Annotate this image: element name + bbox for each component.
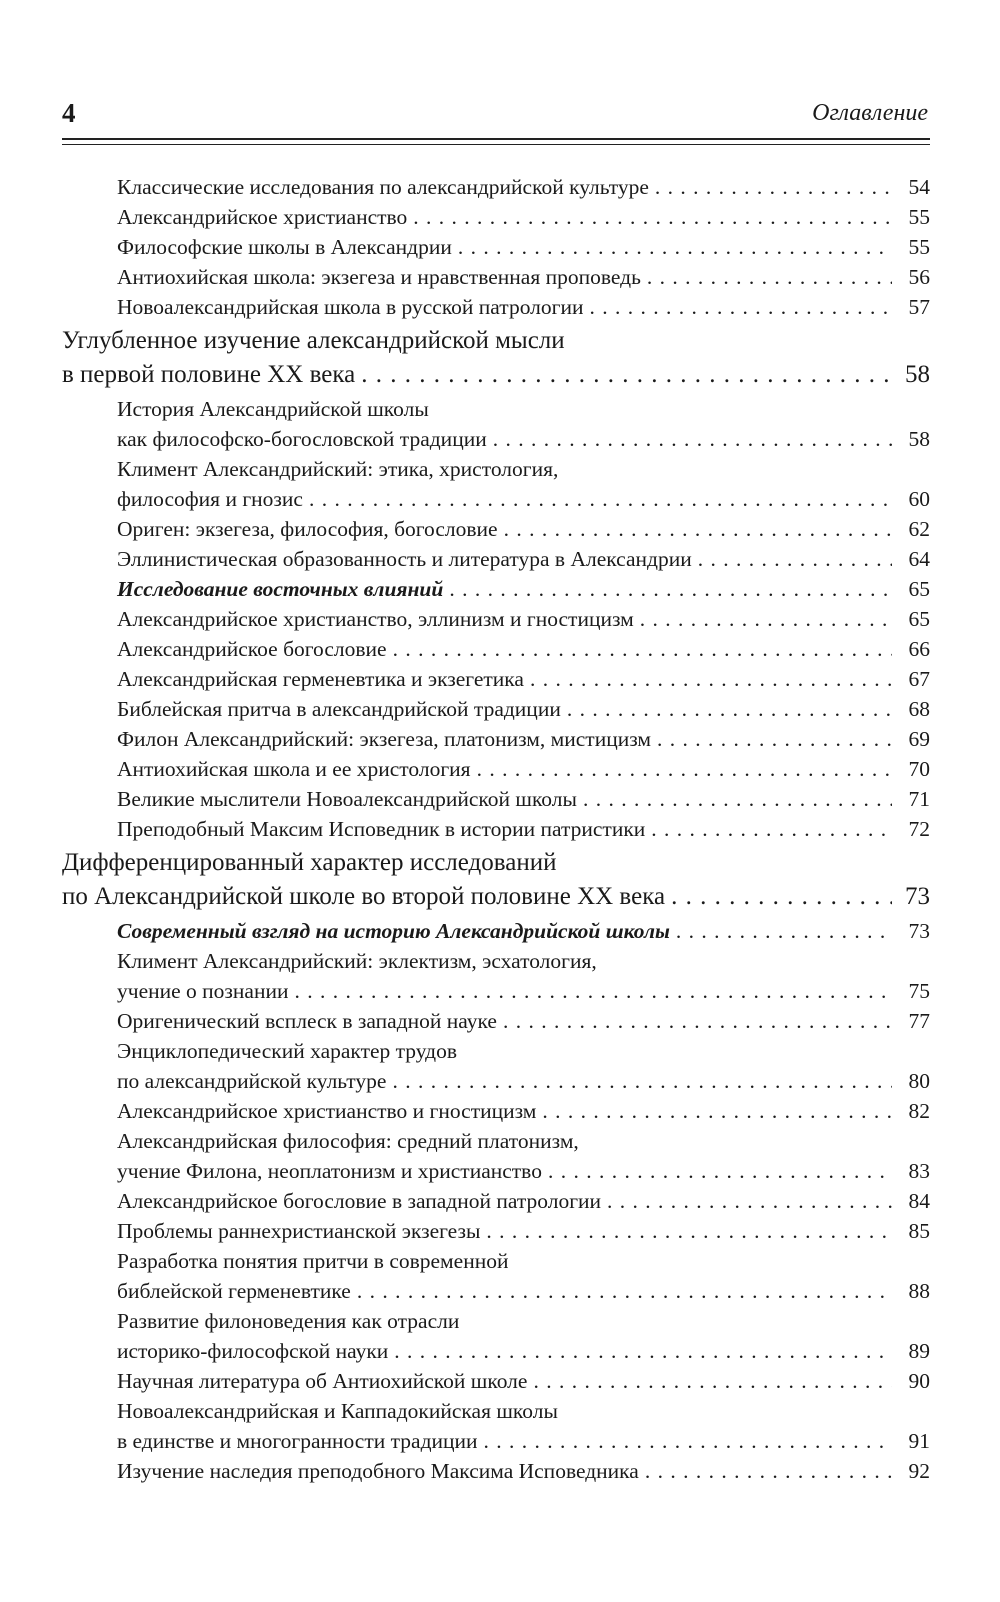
toc-entry[interactable] (62, 394, 930, 454)
table-of-contents (62, 172, 930, 1486)
toc-entry-line (117, 1156, 930, 1186)
toc-entry-title: Новоалександрийская и Каппадокийская школы (117, 1399, 558, 1423)
toc-entry-title: как философско-богословской традиции (117, 427, 487, 451)
toc-page-number: 92 (908, 1459, 930, 1483)
toc-entry-title: Александрийское христианство (117, 205, 408, 229)
toc-entry-title: учение Филона, неоплатонизм и христианство (117, 1159, 542, 1183)
toc-entry-title: Проблемы раннехристианской экзегезы (117, 1219, 481, 1243)
toc-entry-title: Энциклопедический характер трудов (117, 1039, 458, 1063)
toc-entry-line (62, 880, 930, 914)
toc-entry[interactable] (62, 1096, 930, 1126)
dot-leader (458, 232, 892, 262)
toc-entry-title: Антиохийская школа: экзегеза и нравственная проповедь (117, 265, 641, 289)
toc-entry-title: в первой половине XX века (62, 361, 356, 388)
toc-entry-title: Новоалександрийская школа в русской патрологии (117, 295, 584, 319)
toc-page-number: 75 (908, 979, 930, 1003)
toc-page-number: 67 (908, 667, 930, 691)
toc-page-number: 55 (908, 205, 930, 229)
toc-entry-title: Александрийская герменевтика и экзегетика (117, 667, 524, 691)
toc-entry-title: учение о познании (117, 979, 289, 1003)
toc-entry[interactable] (62, 202, 930, 232)
toc-entry-title: Дифференцированный характер исследований (62, 849, 557, 876)
toc-entry-line (117, 1426, 930, 1456)
toc-page-number: 85 (908, 1219, 930, 1243)
toc-entry-title: Александрийское богословие в западной патрологии (117, 1189, 602, 1213)
toc-entry-line (117, 1036, 930, 1066)
toc-entry-line (117, 1096, 930, 1126)
toc-page-number: 65 (908, 607, 930, 631)
dot-leader (698, 544, 892, 574)
toc-entry-line (117, 172, 930, 202)
toc-entry-line (117, 1126, 930, 1156)
toc-page-number: 58 (905, 361, 930, 388)
toc-entry[interactable] (62, 1186, 930, 1216)
dot-leader (657, 724, 892, 754)
toc-entry-title: Преподобный Максим Исповедник в истории патристики (117, 817, 646, 841)
dot-leader (583, 784, 892, 814)
toc-entry-line (117, 232, 930, 262)
toc-entry[interactable] (62, 1306, 930, 1366)
toc-page-number: 66 (908, 637, 930, 661)
toc-page-number: 56 (908, 265, 930, 289)
toc-entry-title: Великие мыслители Новоалександрийской школы (117, 787, 577, 811)
toc-entry-line (117, 1276, 930, 1306)
toc-entry-line (117, 946, 930, 976)
toc-entry-line (117, 1396, 930, 1426)
toc-entry-title: Оригенический всплеск в западной науке (117, 1009, 497, 1033)
dot-leader (357, 1276, 892, 1306)
toc-entry-title: Александрийское христианство, эллинизм и гностицизм (117, 607, 634, 631)
toc-entry[interactable] (62, 784, 930, 814)
toc-entry-line (117, 814, 930, 844)
toc-entry[interactable] (62, 634, 930, 664)
toc-page-number: 65 (908, 577, 930, 601)
dot-leader (392, 1066, 892, 1096)
toc-entry-line (117, 292, 930, 322)
toc-entry-line (117, 916, 930, 946)
toc-entry-title: Антиохийская школа и ее христология (117, 757, 471, 781)
toc-entry[interactable] (62, 694, 930, 724)
toc-entry-line (117, 634, 930, 664)
toc-entry-line (117, 1066, 930, 1096)
toc-entry-line (117, 484, 930, 514)
toc-entry-line (117, 394, 930, 424)
dot-leader (533, 1366, 892, 1396)
toc-entry-title: Александрийское богословие (117, 637, 387, 661)
toc-entry-title: Классические исследования по александрийской культуре (117, 175, 649, 199)
toc-entry-line (117, 514, 930, 544)
toc-entry-title: Изучение наследия преподобного Максима Исповедника (117, 1459, 639, 1483)
toc-entry[interactable] (62, 1216, 930, 1246)
toc-entry-title: Климент Александрийский: эклектизм, эсхатология, (117, 949, 597, 973)
toc-entry-title: История Александрийской школы (117, 397, 429, 421)
dot-leader (640, 604, 892, 634)
header-rule-thick (62, 138, 930, 140)
toc-entry-line (117, 1336, 930, 1366)
toc-entry-line (117, 1456, 930, 1486)
dot-leader (477, 754, 892, 784)
toc-entry-line (117, 1366, 930, 1396)
dot-leader (607, 1186, 892, 1216)
toc-page-number: 64 (908, 547, 930, 571)
toc-entry[interactable] (62, 946, 930, 1006)
toc-entry-title: Климент Александрийский: этика, христология, (117, 457, 559, 481)
toc-page-number: 69 (908, 727, 930, 751)
dot-leader (504, 514, 892, 544)
toc-entry-title: Эллинистическая образованность и литература в Александрии (117, 547, 692, 571)
toc-entry[interactable] (62, 1396, 930, 1456)
toc-section[interactable] (62, 324, 930, 392)
toc-page-number: 70 (908, 757, 930, 781)
dot-leader (671, 880, 892, 914)
dot-leader (484, 1426, 892, 1456)
toc-entry-line (117, 1006, 930, 1036)
toc-entry[interactable] (62, 544, 930, 574)
toc-entry-line (117, 454, 930, 484)
toc-entry-line (117, 976, 930, 1006)
toc-entry-title: Александрийское христианство и гностицизм (117, 1099, 537, 1123)
toc-entry-title: Разработка понятия притчи в современной (117, 1249, 509, 1273)
toc-entry[interactable] (62, 454, 930, 514)
toc-page-number: 73 (905, 883, 930, 910)
toc-entry[interactable] (62, 232, 930, 262)
toc-entry[interactable] (62, 1126, 930, 1186)
toc-page-number: 54 (908, 175, 930, 199)
toc-entry-title: Филон Александрийский: экзегеза, платонизм, мистицизм (117, 727, 652, 751)
toc-entry-title: по Александрийской школе во второй половине XX века (62, 883, 666, 910)
dot-leader (394, 1336, 892, 1366)
toc-entry-line (117, 424, 930, 454)
toc-entry[interactable] (62, 1036, 930, 1096)
dot-leader (503, 1006, 892, 1036)
toc-entry[interactable] (62, 664, 930, 694)
toc-entry[interactable] (62, 724, 930, 754)
toc-entry-title: Философские школы в Александрии (117, 235, 452, 259)
dot-leader (542, 1096, 892, 1126)
toc-entry-title: Александрийская философия: средний платонизм, (117, 1129, 579, 1153)
toc-page-number: 88 (908, 1279, 930, 1303)
dot-leader (449, 574, 892, 604)
toc-page-number: 90 (908, 1369, 930, 1393)
toc-page-number: 84 (908, 1189, 930, 1213)
toc-entry-title: Ориген: экзегеза, философия, богословие (117, 517, 498, 541)
toc-entry-line (117, 202, 930, 232)
page-number: 4 (62, 98, 76, 128)
toc-entry[interactable] (62, 754, 930, 784)
dot-leader (647, 262, 892, 292)
toc-entry-line (117, 1216, 930, 1246)
toc-entry-line (117, 1246, 930, 1276)
dot-leader (645, 1456, 892, 1486)
dot-leader (413, 202, 892, 232)
toc-entry-line (62, 358, 930, 392)
toc-page-number: 62 (908, 517, 930, 541)
toc-section[interactable] (62, 846, 930, 914)
toc-page-number: 77 (908, 1009, 930, 1033)
toc-entry-title: Исследование восточных влияний (117, 577, 444, 601)
toc-entry-title: библейской герменевтике (117, 1279, 351, 1303)
toc-page-number: 72 (908, 817, 930, 841)
toc-entry[interactable] (62, 172, 930, 202)
toc-entry[interactable] (62, 1006, 930, 1036)
dot-leader (493, 424, 892, 454)
toc-page-number: 55 (908, 235, 930, 259)
dot-leader (361, 358, 892, 392)
toc-entry-title: Развитие филоноведения как отрасли (117, 1309, 460, 1333)
toc-page-number: 68 (908, 697, 930, 721)
toc-page-number: 58 (908, 427, 930, 451)
dot-leader (676, 916, 892, 946)
dot-leader (393, 634, 892, 664)
toc-page-number: 83 (908, 1159, 930, 1183)
toc-entry-line (117, 604, 930, 634)
toc-entry-line (117, 1306, 930, 1336)
header-rule-thin (62, 144, 930, 145)
toc-entry[interactable] (62, 814, 930, 844)
toc-entry-line (62, 846, 930, 880)
toc-entry[interactable] (62, 1456, 930, 1486)
dot-leader (486, 1216, 892, 1246)
toc-entry-title: историко-философской науки (117, 1339, 389, 1363)
dot-leader (589, 292, 892, 322)
dot-leader (567, 694, 892, 724)
running-title: Оглавление (812, 100, 928, 126)
toc-entry[interactable] (62, 1366, 930, 1396)
toc-entry-line (117, 784, 930, 814)
toc-entry-line (117, 1186, 930, 1216)
toc-page-number: 57 (908, 295, 930, 319)
dot-leader (548, 1156, 892, 1186)
toc-entry-title: Современный взгляд на историю Александрийской школы (117, 919, 670, 943)
toc-entry-title: Научная литература об Антиохийской школе (117, 1369, 528, 1393)
toc-entry[interactable] (62, 1246, 930, 1306)
toc-page-number: 80 (908, 1069, 930, 1093)
toc-page-number: 89 (908, 1339, 930, 1363)
toc-entry-line (117, 262, 930, 292)
toc-entry-title: по александрийской культуре (117, 1069, 387, 1093)
toc-entry[interactable] (62, 292, 930, 322)
dot-leader (309, 484, 892, 514)
toc-entry-title: Библейская притча в александрийской традиции (117, 697, 561, 721)
toc-entry[interactable] (62, 604, 930, 634)
toc-entry-title: философия и гнозис (117, 487, 303, 511)
dot-leader (655, 172, 892, 202)
toc-entry-line (117, 544, 930, 574)
toc-entry-title: в единстве и многогранности традиции (117, 1429, 478, 1453)
toc-entry[interactable] (62, 514, 930, 544)
toc-entry-line (117, 724, 930, 754)
dot-leader (530, 664, 892, 694)
toc-entry-line (117, 694, 930, 724)
toc-entry-line (117, 754, 930, 784)
toc-entry[interactable] (62, 916, 930, 946)
page-header (62, 96, 930, 132)
dot-leader (651, 814, 892, 844)
toc-entry[interactable] (62, 574, 930, 604)
toc-page-number: 71 (908, 787, 930, 811)
toc-page-number: 82 (908, 1099, 930, 1123)
toc-page-number: 91 (908, 1429, 930, 1453)
toc-page-number: 60 (908, 487, 930, 511)
toc-page-number: 73 (908, 919, 930, 943)
toc-entry-line (117, 664, 930, 694)
toc-entry-line (62, 324, 930, 358)
toc-entry-line (117, 574, 930, 604)
dot-leader (294, 976, 892, 1006)
toc-entry-title: Углубленное изучение александрийской мысли (62, 327, 565, 354)
toc-entry[interactable] (62, 262, 930, 292)
